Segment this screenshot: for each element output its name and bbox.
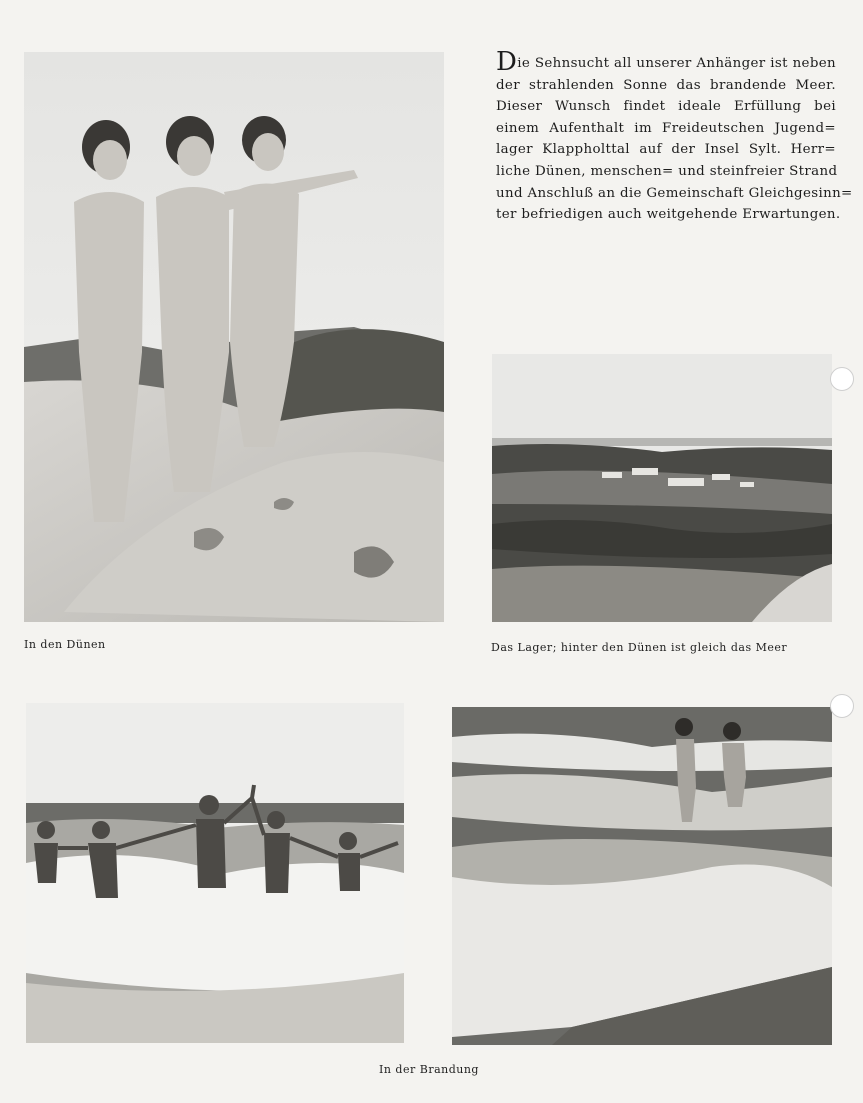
intro-line: ter befriedigen auch weitgehende Erwartungen. [496,207,841,223]
intro-line: lager Klappholttal auf der Insel Sylt. Herr= [496,142,836,158]
photo-dunes-image [24,52,444,622]
intro-text [496,47,853,226]
photo-dunes [24,52,444,622]
punch-hole [830,694,854,718]
punch-hole [830,367,854,391]
intro-line: der strahlenden Sonne das brandende Meer. [496,77,836,93]
intro-line-text: ie Sehnsucht all unserer Anhänger ist neben [517,56,836,71]
intro-line: einem Aufenthalt im Freideutschen Jugend= [496,120,836,136]
photo-surf-pair-image [452,707,832,1045]
intro-line: und Anschluß an die Gemeinschaft Gleichgesinn= [496,185,853,201]
caption-dunes: In den Dünen [24,638,106,651]
intro-line: Dieser Wunsch findet ideale Erfüllung bei [496,99,836,115]
photo-surf-group-image [26,703,404,1043]
photo-surf-group [26,703,404,1043]
photo-surf-pair [452,707,832,1045]
caption-camp: Das Lager; hinter den Dünen ist gleich das Meer [491,641,788,654]
photo-camp [492,354,832,622]
caption-surf: In der Brandung [379,1063,479,1076]
intro-dropcap: D [496,47,518,77]
photo-camp-image [492,354,832,622]
intro-line: liche Dünen, menschen= und steinfreier Strand [496,163,838,179]
intro-line [496,47,836,77]
